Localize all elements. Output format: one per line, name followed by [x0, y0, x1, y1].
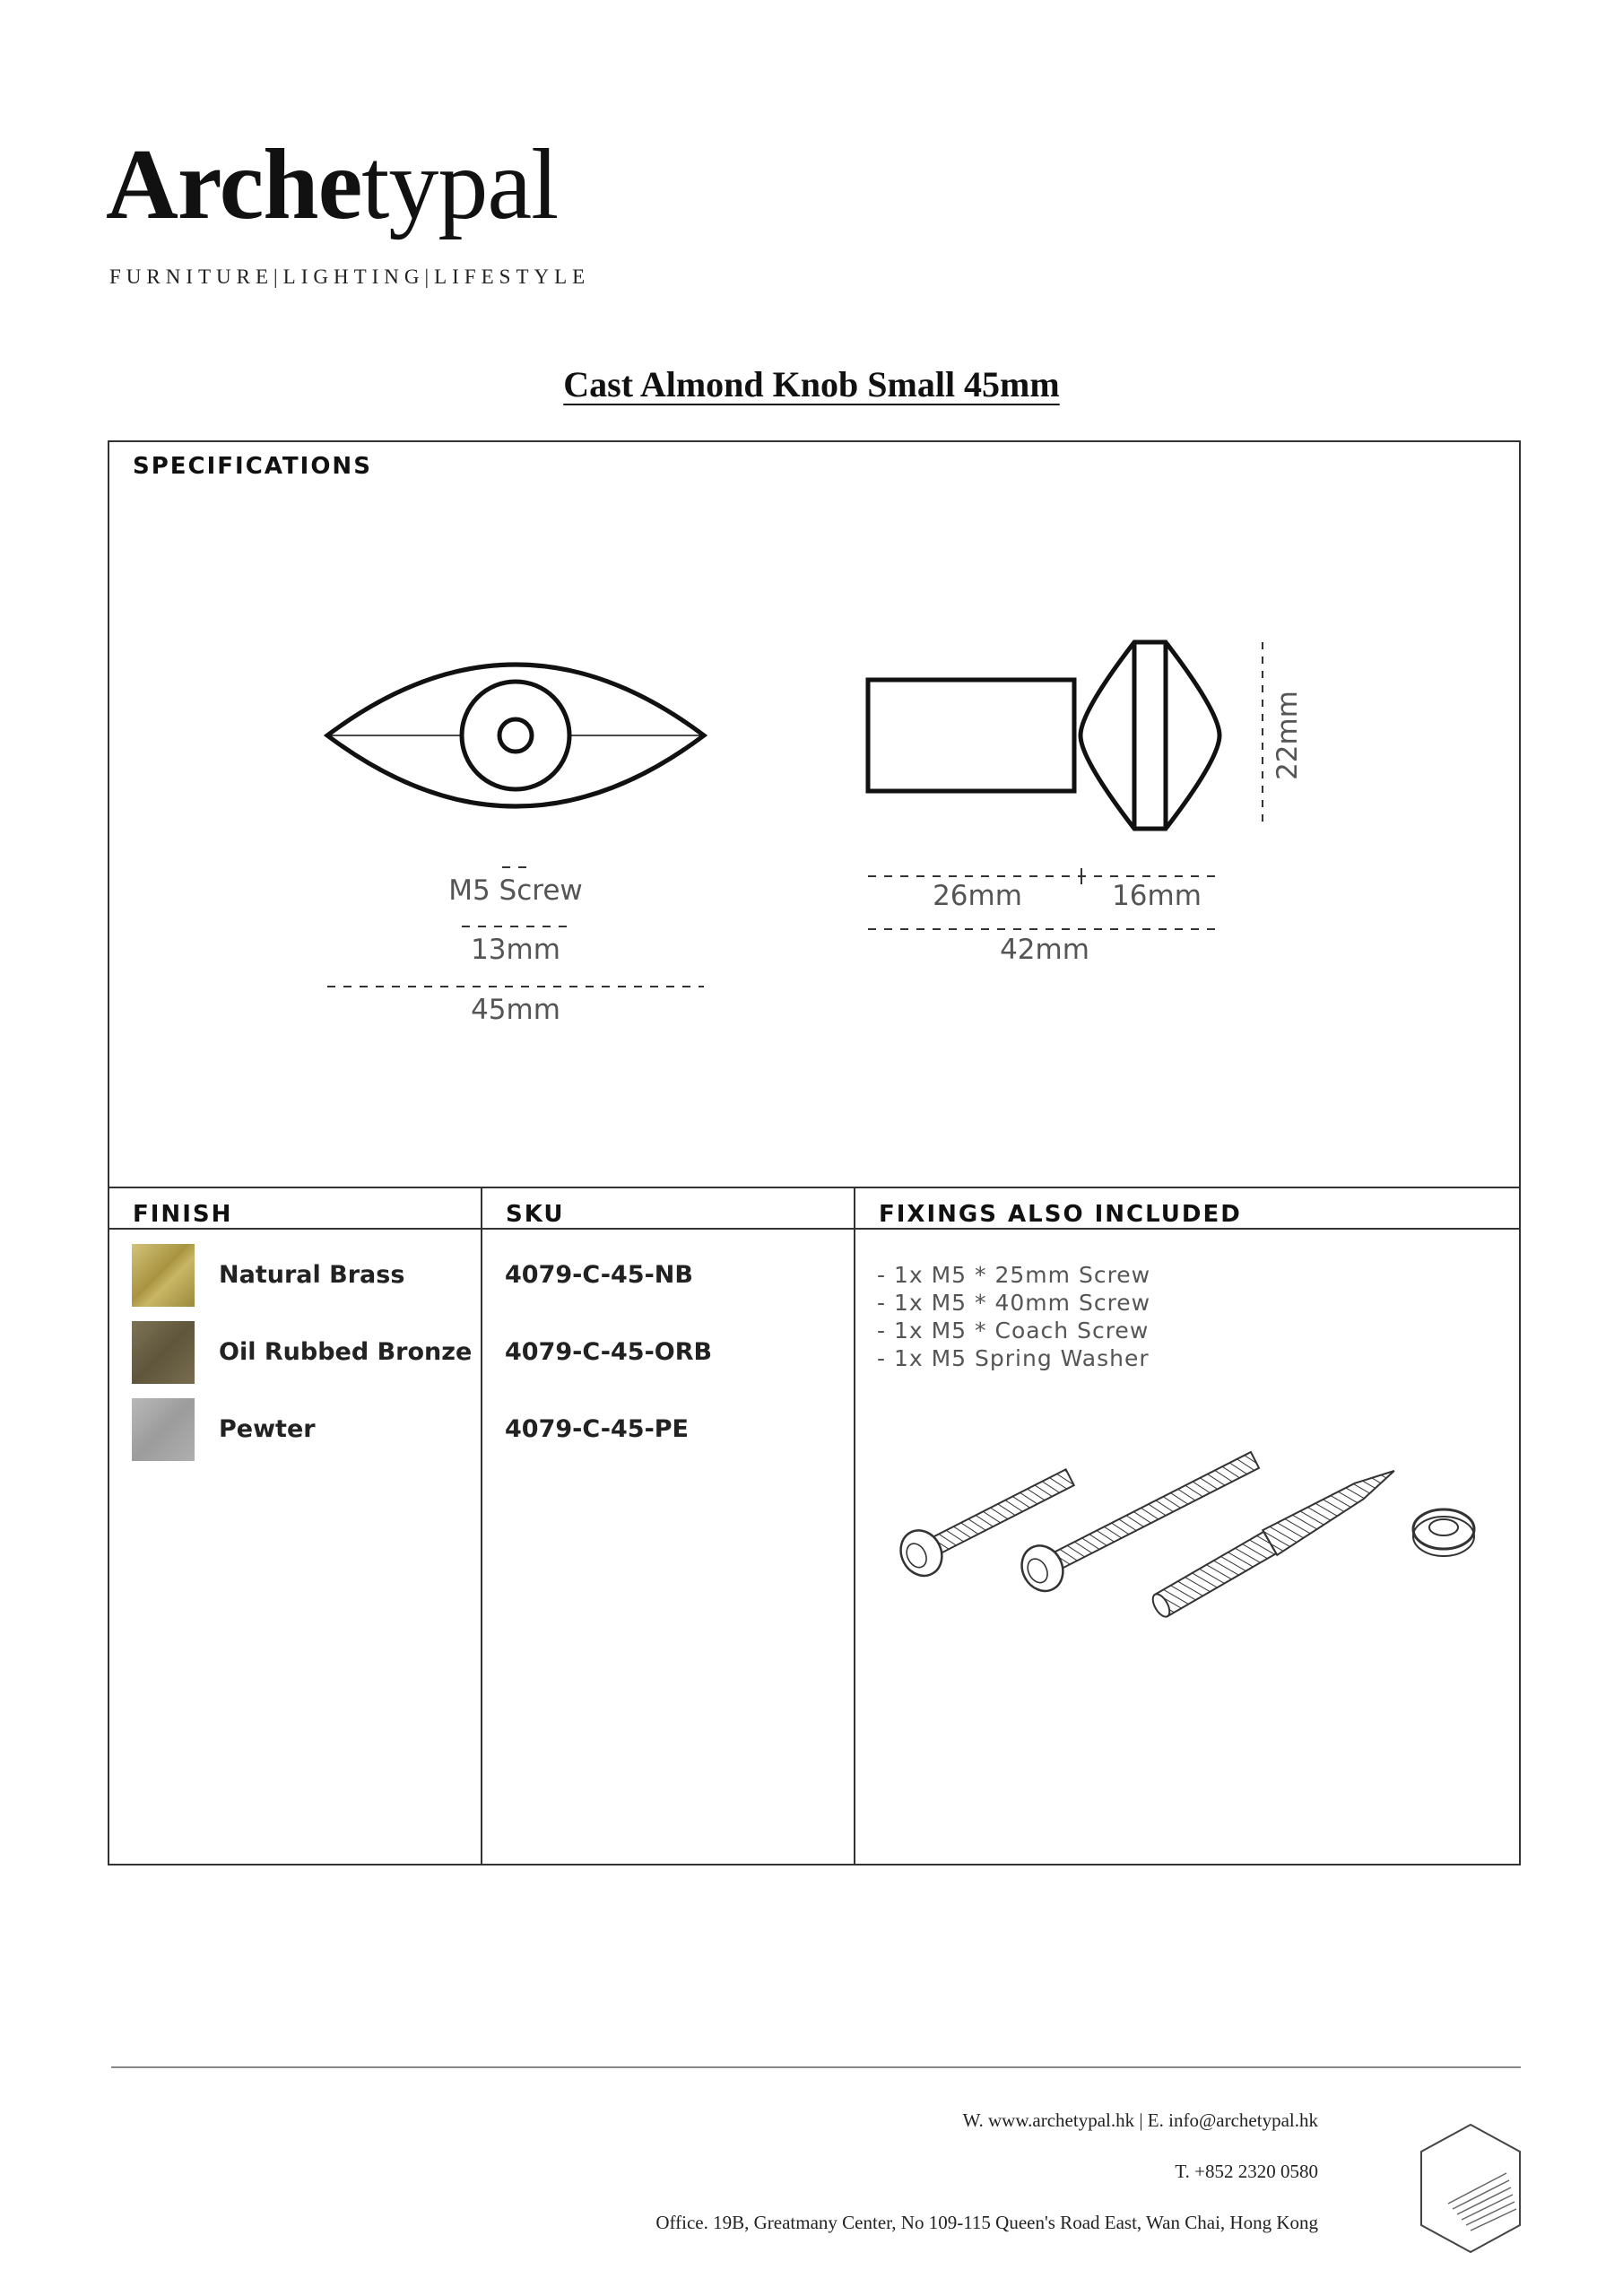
fixing-item: - 1x M5 * 40mm Screw: [877, 1290, 1151, 1316]
specifications-header: SPECIFICATIONS: [133, 453, 372, 480]
brand-logo: [106, 129, 559, 240]
sku-pewter: 4079-C-45-PE: [505, 1415, 690, 1443]
screw-label: M5 Screw: [448, 874, 583, 907]
swatch-oil-rubbed-bronze: [132, 1321, 195, 1384]
finish-natural-brass: Natural Brass: [219, 1261, 405, 1289]
dimension-45mm: 45mm: [471, 994, 560, 1026]
dimension-13mm: 13mm: [471, 934, 560, 966]
swatch-pewter: [132, 1398, 195, 1461]
sku-oil-rubbed-bronze: 4079-C-45-ORB: [505, 1338, 713, 1366]
fixing-item: - 1x M5 Spring Washer: [877, 1345, 1150, 1371]
table-header-divider: [108, 1228, 1521, 1230]
product-title: Cast Almond Knob Small 45mm: [563, 364, 1060, 404]
footer-web-email: W. www.archetypal.hk | E. info@archetypal.hk: [962, 2109, 1318, 2131]
footer-phone: T. +852 2320 0580: [1175, 2161, 1318, 2182]
finish-pewter: Pewter: [219, 1415, 316, 1443]
knob-front-view-drawing: [314, 628, 717, 843]
brand-tagline: FURNITURE|LIGHTING|LIFESTYLE: [109, 265, 591, 288]
footer-divider: [111, 2066, 1521, 2068]
dimension-22mm: 22mm: [1271, 691, 1304, 780]
brand-name-bold: Arche: [106, 129, 362, 240]
dimension-26mm: 26mm: [933, 880, 1022, 912]
finish-header: FINISH: [133, 1201, 233, 1228]
sku-natural-brass: 4079-C-45-NB: [505, 1261, 693, 1289]
dimension-42mm: 42mm: [1000, 934, 1089, 966]
dimension-16mm: 16mm: [1112, 880, 1202, 912]
fixings-illustration: [879, 1426, 1497, 1641]
fixing-item: - 1x M5 * 25mm Screw: [877, 1262, 1151, 1288]
fixings-header: FIXINGS ALSO INCLUDED: [879, 1201, 1242, 1228]
footer-office: Office. 19B, Greatmany Center, No 109-115 Queen's Road East, Wan Chai, Hong Kong: [655, 2212, 1318, 2233]
hexagon-logo-icon: [1412, 2121, 1529, 2256]
brand-name-light: typal: [361, 129, 559, 240]
swatch-natural-brass: [132, 1244, 195, 1307]
finish-oil-rubbed-bronze: Oil Rubbed Bronze: [219, 1338, 473, 1366]
fixing-item: - 1x M5 * Coach Screw: [877, 1318, 1150, 1344]
knob-side-view-drawing: [861, 628, 1327, 843]
sku-header: SKU: [506, 1201, 565, 1228]
